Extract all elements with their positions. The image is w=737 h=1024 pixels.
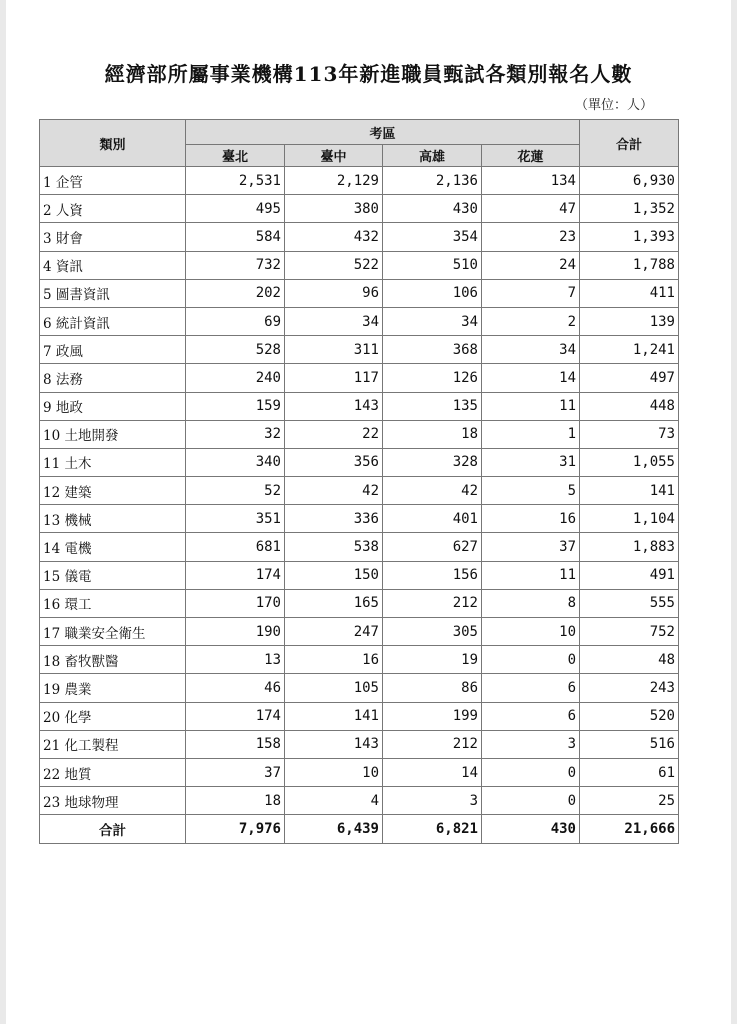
taichung-cell: 141 <box>285 702 383 730</box>
hualien-cell: 6 <box>482 702 580 730</box>
kaohsiung-cell: 401 <box>383 505 482 533</box>
taipei-cell: 202 <box>186 279 285 307</box>
taichung-cell: 380 <box>285 195 383 223</box>
total-cell: 497 <box>580 364 679 392</box>
category-cell: 7 政風 <box>40 336 186 364</box>
kaohsiung-cell: 354 <box>383 223 482 251</box>
hualien-cell: 16 <box>482 505 580 533</box>
total-cell: 139 <box>580 307 679 335</box>
kaohsiung-cell: 14 <box>383 758 482 786</box>
taichung-cell: 2,129 <box>285 167 383 195</box>
category-cell: 1 企管 <box>40 167 186 195</box>
hualien-cell: 0 <box>482 787 580 815</box>
category-cell: 6 統計資訊 <box>40 307 186 335</box>
hualien-cell: 6 <box>482 674 580 702</box>
total-cell: 1,883 <box>580 533 679 561</box>
hualien-cell: 3 <box>482 730 580 758</box>
taichung-cell: 34 <box>285 307 383 335</box>
table-row <box>40 758 679 786</box>
taipei-cell: 240 <box>186 364 285 392</box>
kaohsiung-cell: 2,136 <box>383 167 482 195</box>
kaohsiung-cell: 135 <box>383 392 482 420</box>
taichung-cell: 247 <box>285 618 383 646</box>
kaohsiung-cell: 3 <box>383 787 482 815</box>
taichung-cell: 6,439 <box>285 815 383 843</box>
total-cell: 1,104 <box>580 505 679 533</box>
taipei-cell: 159 <box>186 392 285 420</box>
table-row <box>40 477 679 505</box>
total-cell: 21,666 <box>580 815 679 843</box>
table-row <box>40 787 679 815</box>
hualien-cell: 1 <box>482 420 580 448</box>
table-row <box>40 702 679 730</box>
category-cell: 9 地政 <box>40 392 186 420</box>
table-row <box>40 618 679 646</box>
table-row <box>40 674 679 702</box>
table-row <box>40 505 679 533</box>
taichung-cell: 4 <box>285 787 383 815</box>
kaohsiung-cell: 6,821 <box>383 815 482 843</box>
taichung-cell: 16 <box>285 646 383 674</box>
hualien-cell: 24 <box>482 251 580 279</box>
taipei-cell: 495 <box>186 195 285 223</box>
category-cell: 合計 <box>40 815 186 843</box>
table-row <box>40 223 679 251</box>
taichung-cell: 143 <box>285 392 383 420</box>
header-category: 類別 <box>40 120 186 167</box>
category-cell: 23 地球物理 <box>40 787 186 815</box>
category-cell: 2 人資 <box>40 195 186 223</box>
total-cell: 6,930 <box>580 167 679 195</box>
taipei-cell: 732 <box>186 251 285 279</box>
taichung-cell: 336 <box>285 505 383 533</box>
category-cell: 8 法務 <box>40 364 186 392</box>
table-row <box>40 561 679 589</box>
taipei-cell: 174 <box>186 561 285 589</box>
table-row <box>40 336 679 364</box>
taipei-cell: 32 <box>186 420 285 448</box>
total-cell: 25 <box>580 787 679 815</box>
taipei-cell: 37 <box>186 758 285 786</box>
table-row <box>40 392 679 420</box>
taipei-cell: 340 <box>186 448 285 476</box>
hualien-cell: 47 <box>482 195 580 223</box>
total-cell: 491 <box>580 561 679 589</box>
kaohsiung-cell: 510 <box>383 251 482 279</box>
hualien-cell: 2 <box>482 307 580 335</box>
hualien-cell: 0 <box>482 646 580 674</box>
taipei-cell: 52 <box>186 477 285 505</box>
category-cell: 16 環工 <box>40 589 186 617</box>
taipei-cell: 13 <box>186 646 285 674</box>
kaohsiung-cell: 42 <box>383 477 482 505</box>
taipei-cell: 69 <box>186 307 285 335</box>
total-cell: 555 <box>580 589 679 617</box>
taichung-cell: 522 <box>285 251 383 279</box>
category-cell: 10 土地開發 <box>40 420 186 448</box>
header-region-hualien: 花蓮 <box>482 145 580 167</box>
applicants-table <box>39 119 679 844</box>
table-row <box>40 448 679 476</box>
hualien-cell: 0 <box>482 758 580 786</box>
taichung-cell: 42 <box>285 477 383 505</box>
total-cell: 73 <box>580 420 679 448</box>
hualien-cell: 11 <box>482 392 580 420</box>
kaohsiung-cell: 627 <box>383 533 482 561</box>
header-region-taichung: 臺中 <box>285 145 383 167</box>
kaohsiung-cell: 430 <box>383 195 482 223</box>
category-cell: 14 電機 <box>40 533 186 561</box>
taipei-cell: 158 <box>186 730 285 758</box>
category-cell: 5 圖書資訊 <box>40 279 186 307</box>
page-title: 經濟部所屬事業機構113年新進職員甄試各類別報名人數 <box>104 62 633 86</box>
hualien-cell: 7 <box>482 279 580 307</box>
category-cell: 20 化學 <box>40 702 186 730</box>
total-cell: 141 <box>580 477 679 505</box>
total-cell: 1,788 <box>580 251 679 279</box>
taipei-cell: 584 <box>186 223 285 251</box>
taichung-cell: 538 <box>285 533 383 561</box>
taipei-cell: 174 <box>186 702 285 730</box>
table-row <box>40 646 679 674</box>
total-cell: 1,241 <box>580 336 679 364</box>
total-cell: 520 <box>580 702 679 730</box>
kaohsiung-cell: 18 <box>383 420 482 448</box>
kaohsiung-cell: 19 <box>383 646 482 674</box>
hualien-cell: 430 <box>482 815 580 843</box>
table-row <box>40 279 679 307</box>
total-cell: 1,055 <box>580 448 679 476</box>
kaohsiung-cell: 212 <box>383 589 482 617</box>
taipei-cell: 7,976 <box>186 815 285 843</box>
taipei-cell: 46 <box>186 674 285 702</box>
category-cell: 18 畜牧獸醫 <box>40 646 186 674</box>
table-body <box>40 167 679 844</box>
total-cell: 61 <box>580 758 679 786</box>
kaohsiung-cell: 156 <box>383 561 482 589</box>
total-cell: 48 <box>580 646 679 674</box>
hualien-cell: 23 <box>482 223 580 251</box>
kaohsiung-cell: 328 <box>383 448 482 476</box>
hualien-cell: 31 <box>482 448 580 476</box>
taipei-cell: 170 <box>186 589 285 617</box>
total-cell: 1,393 <box>580 223 679 251</box>
hualien-cell: 34 <box>482 336 580 364</box>
taichung-cell: 96 <box>285 279 383 307</box>
hualien-cell: 10 <box>482 618 580 646</box>
taipei-cell: 190 <box>186 618 285 646</box>
taichung-cell: 356 <box>285 448 383 476</box>
category-cell: 22 地質 <box>40 758 186 786</box>
category-cell: 21 化工製程 <box>40 730 186 758</box>
taichung-cell: 105 <box>285 674 383 702</box>
table-row <box>40 167 679 195</box>
taipei-cell: 681 <box>186 533 285 561</box>
category-cell: 4 資訊 <box>40 251 186 279</box>
category-cell: 12 建築 <box>40 477 186 505</box>
taichung-cell: 117 <box>285 364 383 392</box>
taichung-cell: 10 <box>285 758 383 786</box>
taipei-cell: 18 <box>186 787 285 815</box>
category-cell: 15 儀電 <box>40 561 186 589</box>
taichung-cell: 150 <box>285 561 383 589</box>
table-row <box>40 307 679 335</box>
hualien-cell: 14 <box>482 364 580 392</box>
taichung-cell: 143 <box>285 730 383 758</box>
category-cell: 3 財會 <box>40 223 186 251</box>
hualien-cell: 134 <box>482 167 580 195</box>
table-row <box>40 195 679 223</box>
unit-note: （單位：人） <box>575 98 654 113</box>
kaohsiung-cell: 126 <box>383 364 482 392</box>
taichung-cell: 432 <box>285 223 383 251</box>
hualien-cell: 8 <box>482 589 580 617</box>
header-region-kaohsiung: 高雄 <box>383 145 482 167</box>
category-cell: 19 農業 <box>40 674 186 702</box>
table-row <box>40 364 679 392</box>
total-cell: 752 <box>580 618 679 646</box>
hualien-cell: 37 <box>482 533 580 561</box>
kaohsiung-cell: 34 <box>383 307 482 335</box>
kaohsiung-cell: 368 <box>383 336 482 364</box>
kaohsiung-cell: 305 <box>383 618 482 646</box>
category-cell: 17 職業安全衛生 <box>40 618 186 646</box>
total-cell: 1,352 <box>580 195 679 223</box>
header-total: 合計 <box>580 120 679 167</box>
taipei-cell: 2,531 <box>186 167 285 195</box>
header-region-group: 考區 <box>186 120 580 145</box>
taichung-cell: 22 <box>285 420 383 448</box>
taipei-cell: 351 <box>186 505 285 533</box>
kaohsiung-cell: 86 <box>383 674 482 702</box>
table-row <box>40 420 679 448</box>
category-cell: 11 土木 <box>40 448 186 476</box>
category-cell: 13 機械 <box>40 505 186 533</box>
table-row <box>40 533 679 561</box>
total-row <box>40 815 679 843</box>
table-row <box>40 589 679 617</box>
taichung-cell: 311 <box>285 336 383 364</box>
total-cell: 448 <box>580 392 679 420</box>
total-cell: 516 <box>580 730 679 758</box>
header-region-taipei: 臺北 <box>186 145 285 167</box>
kaohsiung-cell: 212 <box>383 730 482 758</box>
table-row <box>40 730 679 758</box>
taipei-cell: 528 <box>186 336 285 364</box>
table-row <box>40 251 679 279</box>
total-cell: 411 <box>580 279 679 307</box>
kaohsiung-cell: 199 <box>383 702 482 730</box>
kaohsiung-cell: 106 <box>383 279 482 307</box>
hualien-cell: 5 <box>482 477 580 505</box>
taichung-cell: 165 <box>285 589 383 617</box>
hualien-cell: 11 <box>482 561 580 589</box>
total-cell: 243 <box>580 674 679 702</box>
